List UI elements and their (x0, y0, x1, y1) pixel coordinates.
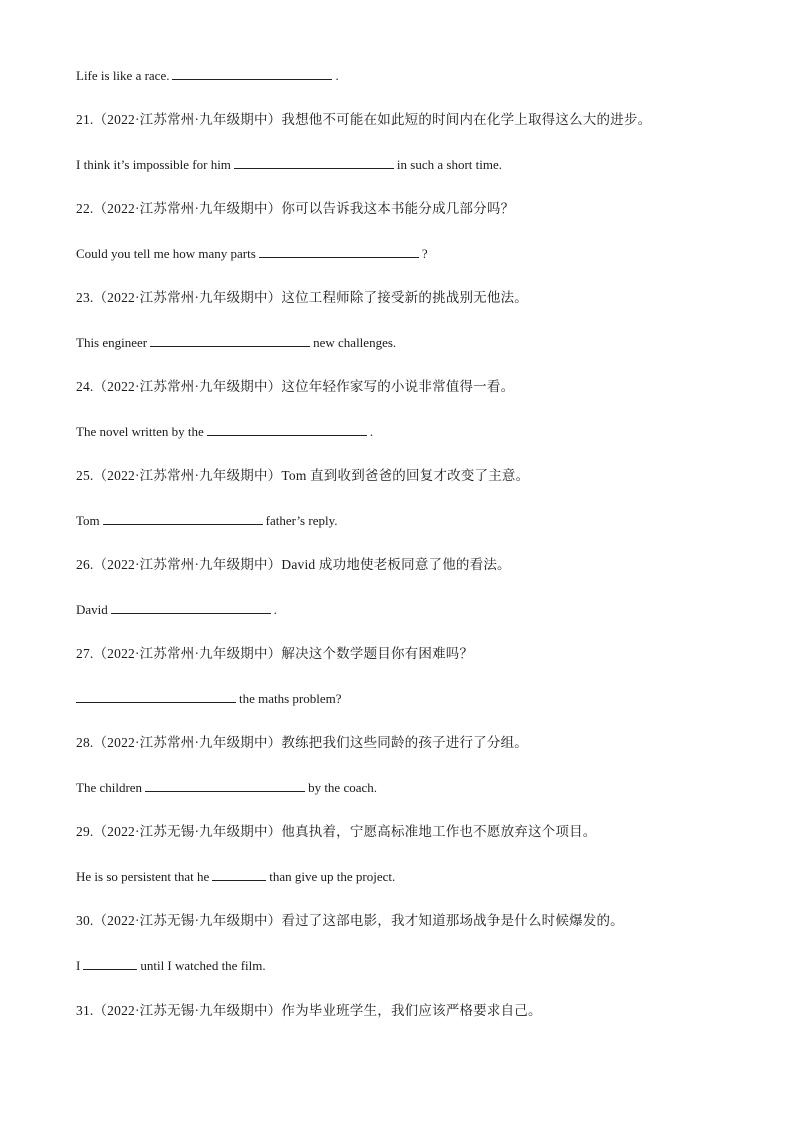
answer-line-20 (76, 67, 339, 85)
answer-text-before: He is so persistent that he (76, 869, 210, 884)
answer-text-before: Could you tell me how many parts (76, 246, 256, 261)
question-23: 23.（2022·江苏常州·九年级期中）这位工程师除了接受新的挑战别无他法。 (76, 290, 528, 305)
question-26: 26.（2022·江苏常州·九年级期中）David 成功地使老板同意了他的看法。 (76, 557, 511, 572)
question-28: 28.（2022·江苏常州·九年级期中）教练把我们这些同龄的孩子进行了分组。 (76, 735, 528, 750)
answer-text-before: Tom (76, 513, 100, 528)
answer-blank[interactable] (207, 423, 367, 436)
answer-blank[interactable] (259, 245, 419, 258)
question-30: 30.（2022·江苏无锡·九年级期中）看过了这部电影，我才知道那场战争是什么时候爆发的。 (76, 913, 624, 928)
question-27: 27.（2022·江苏常州·九年级期中）解决这个数学题目你有困难吗？ (76, 646, 474, 661)
answer-text-before: I think it’s impossible for him (76, 157, 231, 172)
answer-line-28 (76, 779, 377, 797)
answer-line-24 (76, 423, 373, 441)
question-22: 22.（2022·江苏常州·九年级期中）你可以告诉我这本书能分成几部分吗？ (76, 201, 515, 216)
answer-line-26 (76, 601, 277, 619)
answer-blank[interactable] (111, 601, 271, 614)
answer-blank[interactable] (76, 690, 236, 703)
answer-text-after: father’s reply. (265, 513, 338, 528)
answer-text-after: the maths problem? (239, 691, 342, 706)
answer-line-22 (76, 245, 428, 263)
answer-line-27 (76, 690, 342, 708)
answer-text-before: I (76, 958, 81, 973)
answer-blank[interactable] (150, 334, 310, 347)
question-21: 21.（2022·江苏常州·九年级期中）我想他不可能在如此短的时间内在化学上取得这么大的进步。 (76, 112, 652, 127)
answer-text-after: . (273, 602, 278, 617)
answer-text-before: David (76, 602, 108, 617)
answer-text-before: This engineer (76, 335, 148, 350)
answer-text-after: until I watched the film. (140, 958, 266, 973)
answer-line-29 (76, 868, 395, 886)
answer-text-after: ? (421, 246, 428, 261)
question-29: 29.（2022·江苏无锡·九年级期中）他真执着，宁愿高标准地工作也不愿放弃这个项目。 (76, 824, 597, 839)
question-25: 25.（2022·江苏常州·九年级期中）Tom 直到收到爸爸的回复才改变了主意。 (76, 468, 530, 483)
answer-blank[interactable] (103, 512, 263, 525)
question-31: 31.（2022·江苏无锡·九年级期中）作为毕业班学生，我们应该严格要求自己。 (76, 1003, 542, 1018)
answer-text-after: by the coach. (308, 780, 378, 795)
answer-text-after: . (369, 424, 374, 439)
answer-text-after: new challenges. (313, 335, 397, 350)
answer-blank[interactable] (234, 156, 394, 169)
answer-line-21 (76, 156, 502, 174)
answer-text-before: The novel written by the (76, 424, 204, 439)
answer-text-after: . (335, 68, 339, 83)
answer-text-before: Life is like a race. (76, 68, 170, 83)
answer-blank[interactable] (172, 67, 332, 80)
answer-text-after: in such a short time. (396, 157, 502, 172)
answer-blank[interactable] (83, 957, 137, 970)
answer-text-after: than give up the project. (269, 869, 396, 884)
question-24: 24.（2022·江苏常州·九年级期中）这位年轻作家写的小说非常值得一看。 (76, 379, 515, 394)
answer-text-before: The children (76, 780, 143, 795)
answer-blank[interactable] (145, 779, 305, 792)
answer-blank[interactable] (212, 868, 266, 881)
answer-line-25 (76, 512, 338, 530)
answer-line-30 (76, 957, 266, 975)
answer-line-23 (76, 334, 396, 352)
